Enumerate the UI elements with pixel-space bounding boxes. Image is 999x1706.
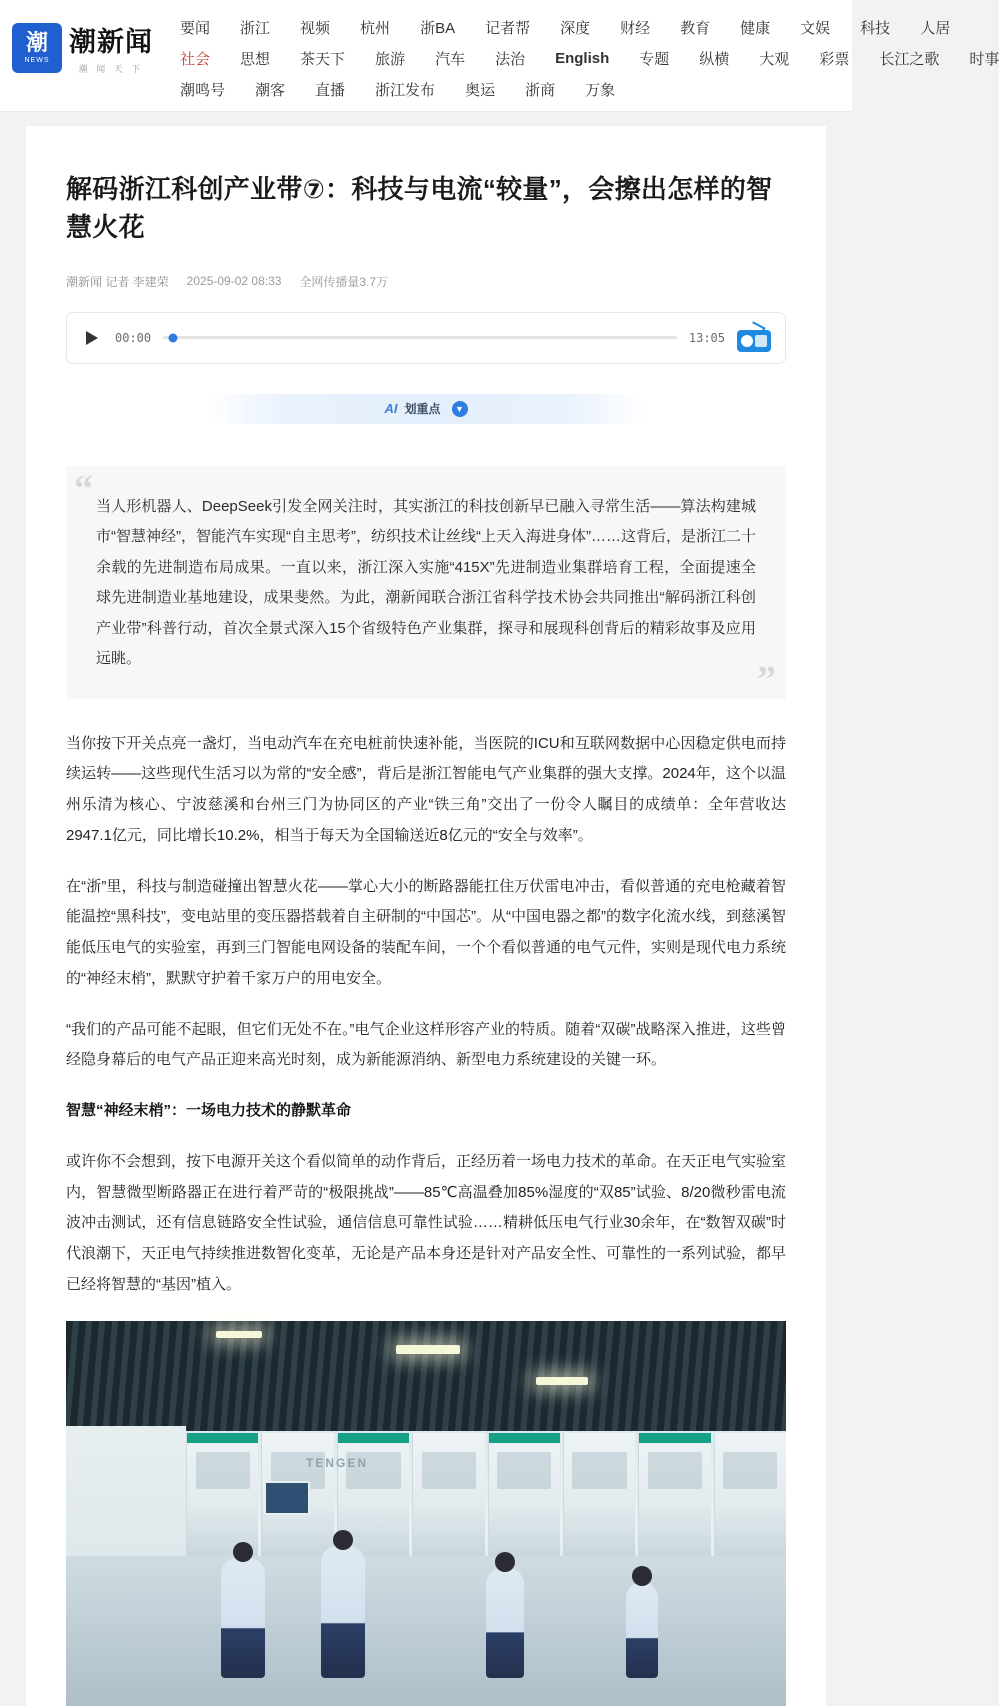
photo-machine: [638, 1433, 710, 1556]
photo-worker-head: [632, 1566, 652, 1586]
logo-mark-en: NEWS: [24, 56, 50, 64]
quote-open-icon: “: [74, 467, 93, 510]
article-figure: [66, 1321, 786, 1706]
nav-item-chatianxia[interactable]: 茶天下: [300, 51, 346, 68]
nav-row-3: [160, 74, 999, 105]
nav-item-wenyu[interactable]: 文娱: [800, 20, 831, 37]
ai-tag-label: AI: [384, 401, 398, 417]
nav-item-shishi[interactable]: 时事: [969, 51, 999, 68]
nav-item-zhibo[interactable]: 直播: [315, 82, 346, 99]
nav-item-english[interactable]: English: [555, 50, 610, 67]
nav-item-zheshang[interactable]: 浙商: [525, 82, 556, 99]
article-paragraph-2: 在“浙”里，科技与制造碰撞出智慧火花——掌心大小的断路器能扛住万伏雷电冲击，看似普通的充电枪藏着智能温控“黑科技”，变电站里的变压器搭载着自主研制的“中国芯”。从“中国电器之都”的数字化流水线，到慈溪智能低压电气的实验室，再到三门智能电网设备的装配车间，一个个看似普通的电气元件，实则是现代电力系统的“神经末梢”，默默守护着千家万户的用电安全。: [66, 877, 787, 987]
photo-worker-head: [233, 1542, 253, 1562]
factory-photo: [66, 1321, 786, 1706]
nav-item-sixiang[interactable]: 思想: [240, 51, 271, 68]
audio-current-time: 00:00: [115, 330, 152, 345]
nav-item-aoyun[interactable]: 奥运: [465, 82, 496, 99]
nav-item-jiankang[interactable]: 健康: [740, 20, 771, 37]
nav-item-lvyou[interactable]: 旅游: [375, 51, 406, 68]
radio-icon[interactable]: [737, 324, 771, 352]
nav-item-zongheng[interactable]: 纵横: [699, 51, 730, 68]
photo-worker: [321, 1546, 365, 1678]
audio-progress-slider[interactable]: [163, 336, 677, 339]
logo-wordmark: [69, 20, 153, 75]
article-subheading-1: 智慧“神经末梢”：一场电力技术的静默革命: [66, 1102, 352, 1120]
nav-item-renju[interactable]: 人居: [920, 20, 951, 37]
photo-machine: [412, 1433, 484, 1556]
nav-item-jiaoyu[interactable]: 教育: [680, 20, 711, 37]
photo-control-panel: [264, 1481, 310, 1515]
logo-mark-icon: [12, 23, 62, 73]
site-header: [0, 0, 999, 112]
photo-worker-head: [495, 1552, 515, 1572]
audio-total-time: 13:05: [688, 330, 725, 345]
nav-item-zheba[interactable]: 浙BA: [420, 20, 456, 37]
photo-brand-text: TENGEN: [306, 1455, 369, 1470]
nav-item-caijing[interactable]: 财经: [620, 20, 651, 37]
photo-worker: [486, 1568, 524, 1678]
article-datetime: 2025-09-02 08:33: [186, 274, 282, 289]
nav-item-qiche[interactable]: 汽车: [435, 51, 466, 68]
nav-item-chaominghao[interactable]: 潮鸣号: [180, 82, 226, 99]
radio-dial: [741, 335, 753, 347]
brand-tagline: 潮 闻 天 下: [78, 64, 144, 74]
nav-item-chaoke[interactable]: 潮客: [255, 82, 286, 99]
photo-worker-head: [333, 1530, 353, 1550]
nav-row-2: [160, 43, 999, 74]
photo-ceiling-light: [216, 1331, 262, 1338]
nav-item-zhejiang[interactable]: 浙江: [240, 20, 271, 37]
quote-close-icon: ”: [757, 658, 776, 701]
article-source: 潮新闻 记者 李建荣: [66, 274, 169, 289]
article-meta: [66, 273, 786, 290]
article-spread-count: 全网传播量3.7万: [299, 274, 389, 289]
nav-item-zhuanti[interactable]: 专题: [639, 51, 670, 68]
site-logo[interactable]: [0, 8, 160, 75]
nav-item-shehui[interactable]: 社会: [180, 51, 211, 68]
nav-item-changjiangzhige[interactable]: 长江之歌: [879, 51, 940, 68]
nav-item-yaowen[interactable]: 要闻: [180, 20, 211, 37]
photo-ceiling-light: [396, 1345, 460, 1354]
nav-item-daguan[interactable]: 大观: [759, 51, 790, 68]
nav-item-shipin[interactable]: 视频: [300, 20, 331, 37]
article-summary-text: 当人形机器人、DeepSeek引发全网关注时，其实浙江的科技创新早已融入寻常生活——算法构建城市“智慧神经”，智能汽车实现“自主思考”，纺织技术让丝线“上天入海进身体”……这背后，是浙江二十余载的先进制造布局成果。一直以来，浙江深入实施“415X”先进制造业集群培育工程，全面提速全球先进制造业基地建设，成果斐然。为此，潮新闻联合浙江省科学技术协会共同推出“解码浙江科创产业带”科普行动，首次全景式深入15个省级特色产业集群，探寻和展现科创背后的精彩故事及应用远眺。: [96, 497, 756, 668]
nav-row-1: [160, 12, 999, 43]
ai-highlight-button[interactable]: [206, 394, 646, 424]
chevron-down-icon[interactable]: ▼: [452, 401, 468, 417]
article-card: [26, 126, 826, 1706]
radio-grill: [755, 335, 767, 347]
photo-machine: [186, 1433, 258, 1556]
main-navigation: [160, 8, 999, 105]
photo-ceiling-light: [536, 1377, 588, 1385]
play-icon[interactable]: [81, 327, 103, 349]
nav-item-fazhi[interactable]: 法治: [495, 51, 526, 68]
photo-machine: [488, 1433, 560, 1556]
nav-item-zhejiangfabu[interactable]: 浙江发布: [375, 82, 436, 99]
article-paragraph-3: “我们的产品可能不起眼，但它们无处不在。”电气企业这样形容产业的特质。随着“双碳”战略深入推进，这些曾经隐身幕后的电气产品正迎来高光时刻，成为新能源消纳、新型电力系统建设的关键一环。: [66, 1020, 786, 1069]
photo-left-wall: [66, 1426, 186, 1556]
photo-floor: [66, 1556, 786, 1706]
ai-highlight-label: 划重点: [404, 402, 441, 417]
nav-item-jizhebang[interactable]: 记者帮: [485, 20, 531, 37]
nav-item-shendu[interactable]: 深度: [560, 20, 591, 37]
brand-name: 潮新闻: [69, 27, 153, 57]
ai-summary-bar: [66, 394, 786, 424]
photo-worker: [221, 1558, 265, 1678]
photo-worker: [626, 1582, 658, 1678]
nav-item-hangzhou[interactable]: 杭州: [360, 20, 391, 37]
photo-machine: [714, 1433, 786, 1556]
nav-item-caipiao[interactable]: 彩票: [819, 51, 850, 68]
audio-player[interactable]: [66, 312, 786, 364]
audio-progress-knob[interactable]: [169, 333, 178, 342]
article-paragraph-4: 或许你不会想到，按下电源开关这个看似简单的动作背后，正经历着一场电力技术的革命。在天正电气实验室内，智慧微型断路器正在进行着严苛的“极限挑战”——85℃高温叠加85%湿度的“双85”试验、8/20微秒雷电流波冲击测试，还有信息链路安全性试验，通信信息可靠性试验……精耕低压电气行业30余年，在“数智双碳”时代浪潮下，天正电气持续推进数智化变革，无论是产品本身还是针对产品安全性、可靠性的一系列试验，都早已经将智慧的“基因”植入。: [66, 1152, 787, 1293]
article-summary-box: [66, 466, 786, 699]
page-title: 解码浙江科创产业带⑦：科技与电流“较量”，会擦出怎样的智慧火花: [66, 174, 773, 243]
page-background: [0, 112, 852, 1706]
photo-ceiling: [66, 1321, 786, 1431]
logo-mark-char: 潮: [25, 29, 48, 55]
article-paragraph-1: 当你按下开关点亮一盏灯，当电动汽车在充电桩前快速补能，当医院的ICU和互联网数据中心因稳定供电而持续运转——这些现代生活习以为常的“安全感”，背后是浙江智能电气产业集群的强大支撑。2024年，这个以温州乐清为核心、宁波慈溪和台州三门为协同区的产业“铁三角”交出了一份令人瞩目的成绩单：全年营收达2947.1亿元，同比增长10.2%，相当于每天为全国输送近8亿元的“安全与效率”。: [66, 734, 786, 844]
nav-item-wanxiang[interactable]: 万象: [585, 82, 616, 99]
photo-machine: [563, 1433, 635, 1556]
nav-item-keji[interactable]: 科技: [860, 20, 891, 37]
